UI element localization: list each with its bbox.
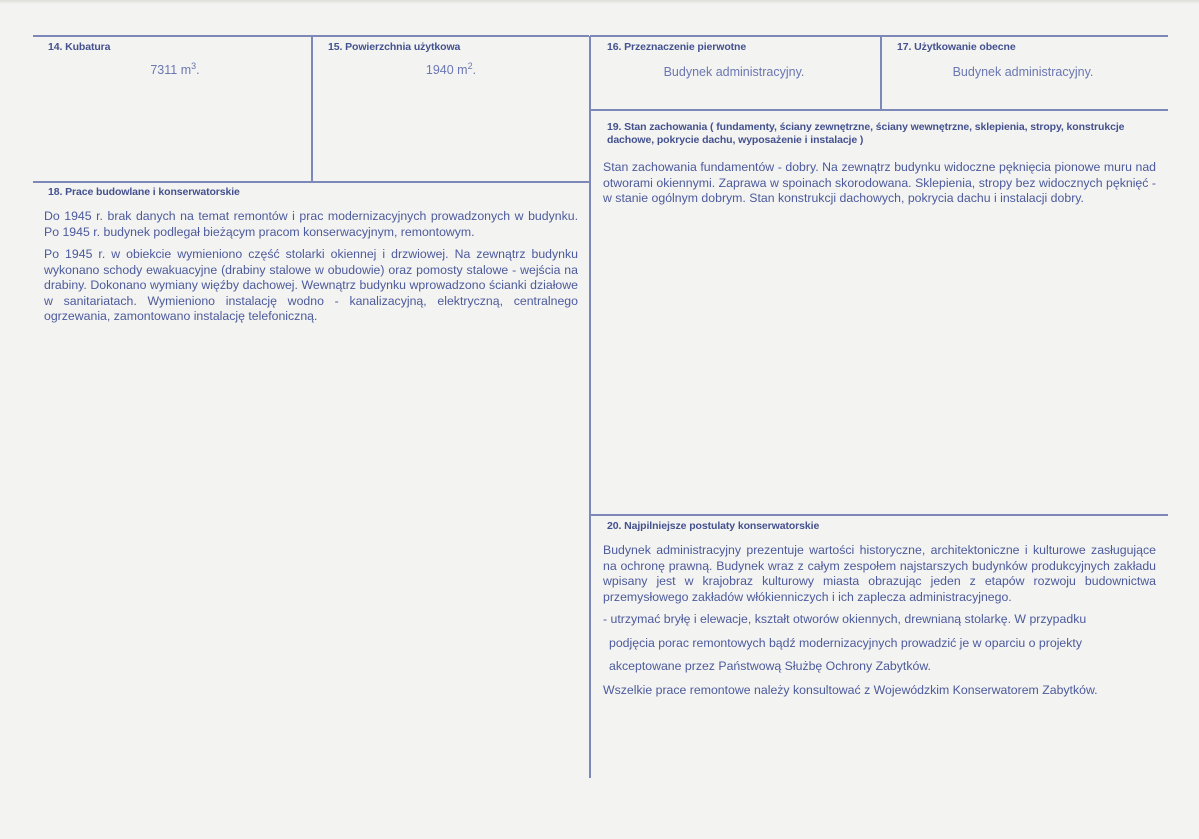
field-18-text xyxy=(44,209,578,332)
field-19-label: 19. Stan zachowania ( fundamenty, ściany zewnętrzne, ściany wewnętrzne, sklepienia, stropy, konstrukcje dachowe, pokrycie dachu, wyposażenie i instalacje ) xyxy=(607,121,1125,146)
page-edge xyxy=(0,0,1199,4)
field-20-paragraph: akceptowane przez Państwową Służbę Ochrony Zabytków. xyxy=(609,659,931,673)
rule-above-20 xyxy=(590,514,1168,516)
field-17-value: Budynek administracyjny. xyxy=(952,65,1094,79)
field-15-label: 15. Powierzchnia użytkowa xyxy=(328,41,461,53)
divider-left-right xyxy=(589,36,591,778)
divider-14-15 xyxy=(311,36,313,182)
field-18-label: 18. Prace budowlane i konserwatorskie xyxy=(48,186,240,198)
field-18-paragraph: Do 1945 r. brak danych na temat remontów i prac modernizacyjnych prowadzonych w budynku. Po 1945 r. budynek podlegał bieżącym pracom konserwacyjnym, remontowym. xyxy=(44,209,578,239)
field-16-label: 16. Przeznaczenie pierwotne xyxy=(607,41,747,53)
field-20-label: 20. Najpilniejsze postulaty konserwatorskie xyxy=(607,520,820,532)
field-20-paragraph: - utrzymać bryłę i elewacje, kształt otworów okiennych, drewnianą stolarkę. W przypadku xyxy=(603,612,1087,626)
field-20-paragraph: Wszelkie prace remontowe należy konsultować z Wojewódzkim Konserwatorem Zabytków. xyxy=(603,682,1098,697)
field-14-value: 7311 $m^3$. xyxy=(150,61,200,78)
field-20-text xyxy=(603,543,1156,705)
field-20-paragraph: Budynek administracyjny prezentuje wartości historyczne, architektoniczne i kulturowe zasługujące na ochronę prawną. Budynek wraz z całym zespołem najstarszych budynków produkcyjnych zakładu wpisany jest w krajobraz kulturowy miasta obrazując jeden z etapów rozwoju budownictwa przemysłowego zakładów włókienniczych i ich zaplecza administracyjnego. xyxy=(603,543,1156,604)
field-16-value: Budynek administracyjny. xyxy=(663,65,805,79)
rule-above-18 xyxy=(33,181,589,183)
rule-top-right xyxy=(590,35,1168,37)
field-19-text: Stan zachowania fundamentów - dobry. Na zewnątrz budynku widoczne pęknięcia pionowe muru nad otworami okiennymi. Zaprawa w spoinach skorodowana. Sklepienia, stropy bez widocznych pęknięć - w stanie ogólnym dobrym. Stan konstrukcji dachowych, pokrycia dachu i instalacji dobry. xyxy=(603,160,1156,205)
field-20-paragraph: podjęcia porac remontowych bądź modernizacyjnych prowadzić je w oparciu o projekty xyxy=(609,635,1082,650)
field-15-value: 1940 $m^2$. xyxy=(425,61,477,78)
field-14-label: 14. Kubatura xyxy=(48,41,111,53)
rule-below-16-17 xyxy=(590,109,1168,111)
field-17-label: 17. Użytkowanie obecne xyxy=(897,41,1016,53)
field-18-paragraph: Po 1945 r. w obiekcie wymieniono część stolarki okiennej i drzwiowej. Na zewnątrz budynku wykonano schody ewakuacyjne (drabiny stalowe w obudowie) oraz pomosty stalowe - wejścia na drabiny. Dokonano wymiany więźby dachowej. Wewnątrz budynku wprowadzono ścianki działowe w sanitariatach. Wymieniono instalację wodno - kanalizacyjną, elektryczną, centralnego ogrzewania, zamontowano instalację telefoniczną. xyxy=(44,247,578,323)
divider-16-17 xyxy=(880,36,882,109)
